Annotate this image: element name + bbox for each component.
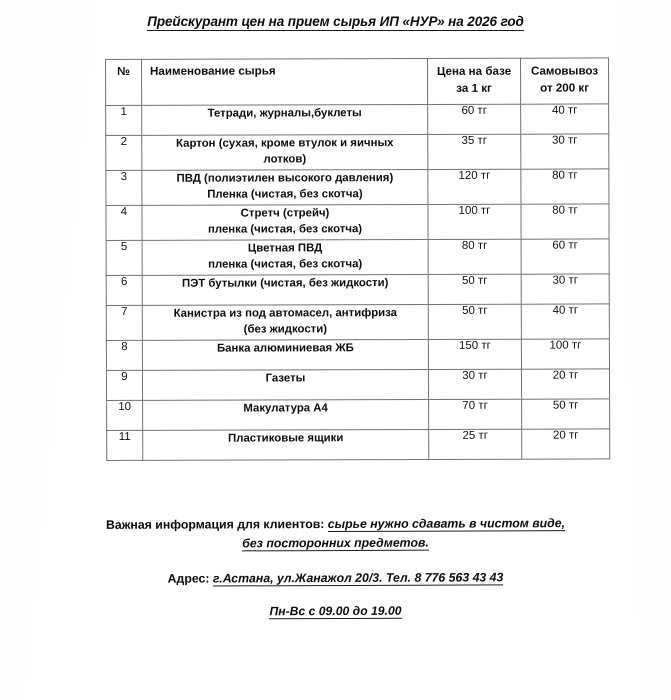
- pickup-price-cell: 20 тг: [522, 429, 610, 459]
- base-price-cell: 25 тг: [429, 429, 522, 459]
- pickup-price-cell: 20 тг: [521, 369, 609, 399]
- row-number-cell: 4: [106, 205, 142, 240]
- column-header-number-label: №: [117, 64, 131, 78]
- material-name-line2: Пленка (чистая, без скотча): [207, 187, 363, 201]
- material-name-line1: Картон (сухая, кроме втулок и яичных: [175, 136, 394, 150]
- column-header-base-price: [427, 58, 520, 104]
- important-note-text-line2: без посторонних предметов.: [242, 535, 429, 551]
- pickup-price-cell: 50 тг: [522, 399, 610, 429]
- material-name-line1: Банка алюминиевая ЖБ: [216, 341, 354, 355]
- material-name-cell: [142, 169, 428, 205]
- material-name-cell: [142, 239, 428, 275]
- base-price-cell: 100 тг: [428, 204, 521, 239]
- row-number-cell: 8: [106, 340, 142, 370]
- material-name-line2: пленка (чистая, без скотча): [207, 222, 363, 236]
- address-line: [0, 570, 671, 587]
- row-number-cell: 5: [106, 240, 142, 275]
- base-price-cell: 50 тг: [428, 304, 521, 339]
- base-price-cell: 80 тг: [428, 239, 521, 274]
- pickup-price-cell: 40 тг: [521, 104, 609, 134]
- table-row: [107, 399, 610, 431]
- table-row: [106, 339, 609, 371]
- material-name-line2: лотков): [263, 153, 307, 166]
- pickup-price-cell: 80 тг: [521, 169, 609, 204]
- base-price-cell: 70 тг: [429, 399, 522, 429]
- material-name-line1: Стретч (стрейч): [240, 206, 330, 220]
- document-footer: [0, 515, 671, 618]
- table-row: [106, 104, 609, 136]
- table-row: [107, 429, 610, 461]
- column-header-pickup-price-line2: от 200 кг: [540, 81, 590, 95]
- pickup-price-cell: 60 тг: [521, 239, 609, 274]
- important-note-line2-wrap: [0, 533, 671, 555]
- address-value: г.Астана, ул.Жанажол 20/3. Тел. 8 776 563 43 43: [212, 570, 504, 586]
- material-name-cell: [142, 104, 428, 135]
- column-header-name-label: Наименование сырья: [150, 64, 276, 78]
- important-note: [0, 514, 671, 536]
- base-price-cell: 30 тг: [428, 369, 521, 399]
- row-number-cell: 7: [106, 305, 142, 340]
- address-label: Адрес:: [167, 571, 210, 586]
- table-row: [106, 274, 609, 306]
- material-name-cell: [142, 134, 428, 170]
- important-note-text-line1: сырье нужно сдавать в чистом виде,: [327, 516, 566, 532]
- material-name-line1: ПЭТ бутылки (чистая, без жидкости): [181, 276, 389, 290]
- base-price-cell: 150 тг: [428, 339, 521, 369]
- important-note-label: Важная информация для клиентов:: [105, 517, 325, 532]
- price-table: [105, 57, 610, 460]
- row-number-cell: 2: [106, 135, 142, 170]
- material-name-line1: Пластиковые ящики: [227, 431, 344, 445]
- material-name-cell: [142, 304, 428, 340]
- base-price-cell: 50 тг: [428, 274, 521, 304]
- pickup-price-cell: 80 тг: [521, 204, 609, 239]
- row-number-cell: 10: [107, 400, 143, 430]
- material-name-line1: Макулатура А4: [243, 401, 328, 415]
- column-header-pickup-price-line1: Самовывоз: [530, 64, 599, 78]
- base-price-cell: 35 тг: [428, 134, 521, 169]
- material-name-line2: (без жидкости): [243, 323, 328, 336]
- material-name-cell: [143, 429, 429, 460]
- column-header-base-price-line1: Цена на базе: [436, 64, 512, 78]
- page-title-text: Прейскурант цен на прием сырья ИП «НУР» на 2026 год: [147, 14, 524, 29]
- material-name-line2: пленка (чистая, без скотча): [208, 257, 363, 271]
- table-row: [106, 239, 609, 276]
- working-hours-line: [0, 603, 671, 620]
- row-number-cell: 6: [106, 275, 142, 305]
- row-number-cell: 3: [106, 170, 142, 205]
- pickup-price-cell: 30 тг: [521, 274, 609, 304]
- column-header-pickup-price: [520, 58, 608, 104]
- material-name-cell: [142, 369, 428, 400]
- column-header-number: [106, 59, 142, 105]
- price-table-body: [106, 104, 610, 461]
- material-name-line1: Цветная ПВД: [247, 241, 323, 255]
- pickup-price-cell: 40 тг: [521, 304, 609, 339]
- row-number-cell: 9: [106, 370, 142, 400]
- material-name-cell: [142, 339, 428, 370]
- table-row: [106, 134, 609, 171]
- table-row: [106, 204, 609, 241]
- page-title: [0, 14, 671, 29]
- material-name-cell: [142, 274, 428, 305]
- base-price-cell: 60 тг: [428, 104, 521, 134]
- material-name-line1: ПВД (полиэтилен высокого давления): [176, 171, 394, 185]
- price-table-container: [105, 59, 608, 461]
- base-price-cell: 120 тг: [428, 169, 521, 204]
- material-name-line1: Канистра из под автомасел, антифриза: [173, 306, 398, 320]
- pickup-price-cell: 30 тг: [521, 134, 609, 169]
- table-row: [106, 369, 609, 401]
- pickup-price-cell: 100 тг: [521, 339, 609, 369]
- material-name-line1: Тетради, журналы,буклеты: [207, 106, 362, 120]
- table-row: [106, 169, 609, 206]
- working-hours-value: Пн-Вс с 09.00 до 19.00: [269, 603, 402, 619]
- row-number-cell: 11: [107, 430, 143, 460]
- row-number-cell: 1: [106, 105, 142, 135]
- table-header-row: [106, 58, 609, 105]
- table-row: [106, 304, 609, 341]
- material-name-cell: [143, 399, 429, 430]
- material-name-cell: [142, 204, 428, 240]
- column-header-base-price-line2: за 1 кг: [456, 81, 492, 95]
- material-name-line1: Газеты: [265, 371, 306, 385]
- column-header-name: [142, 58, 428, 104]
